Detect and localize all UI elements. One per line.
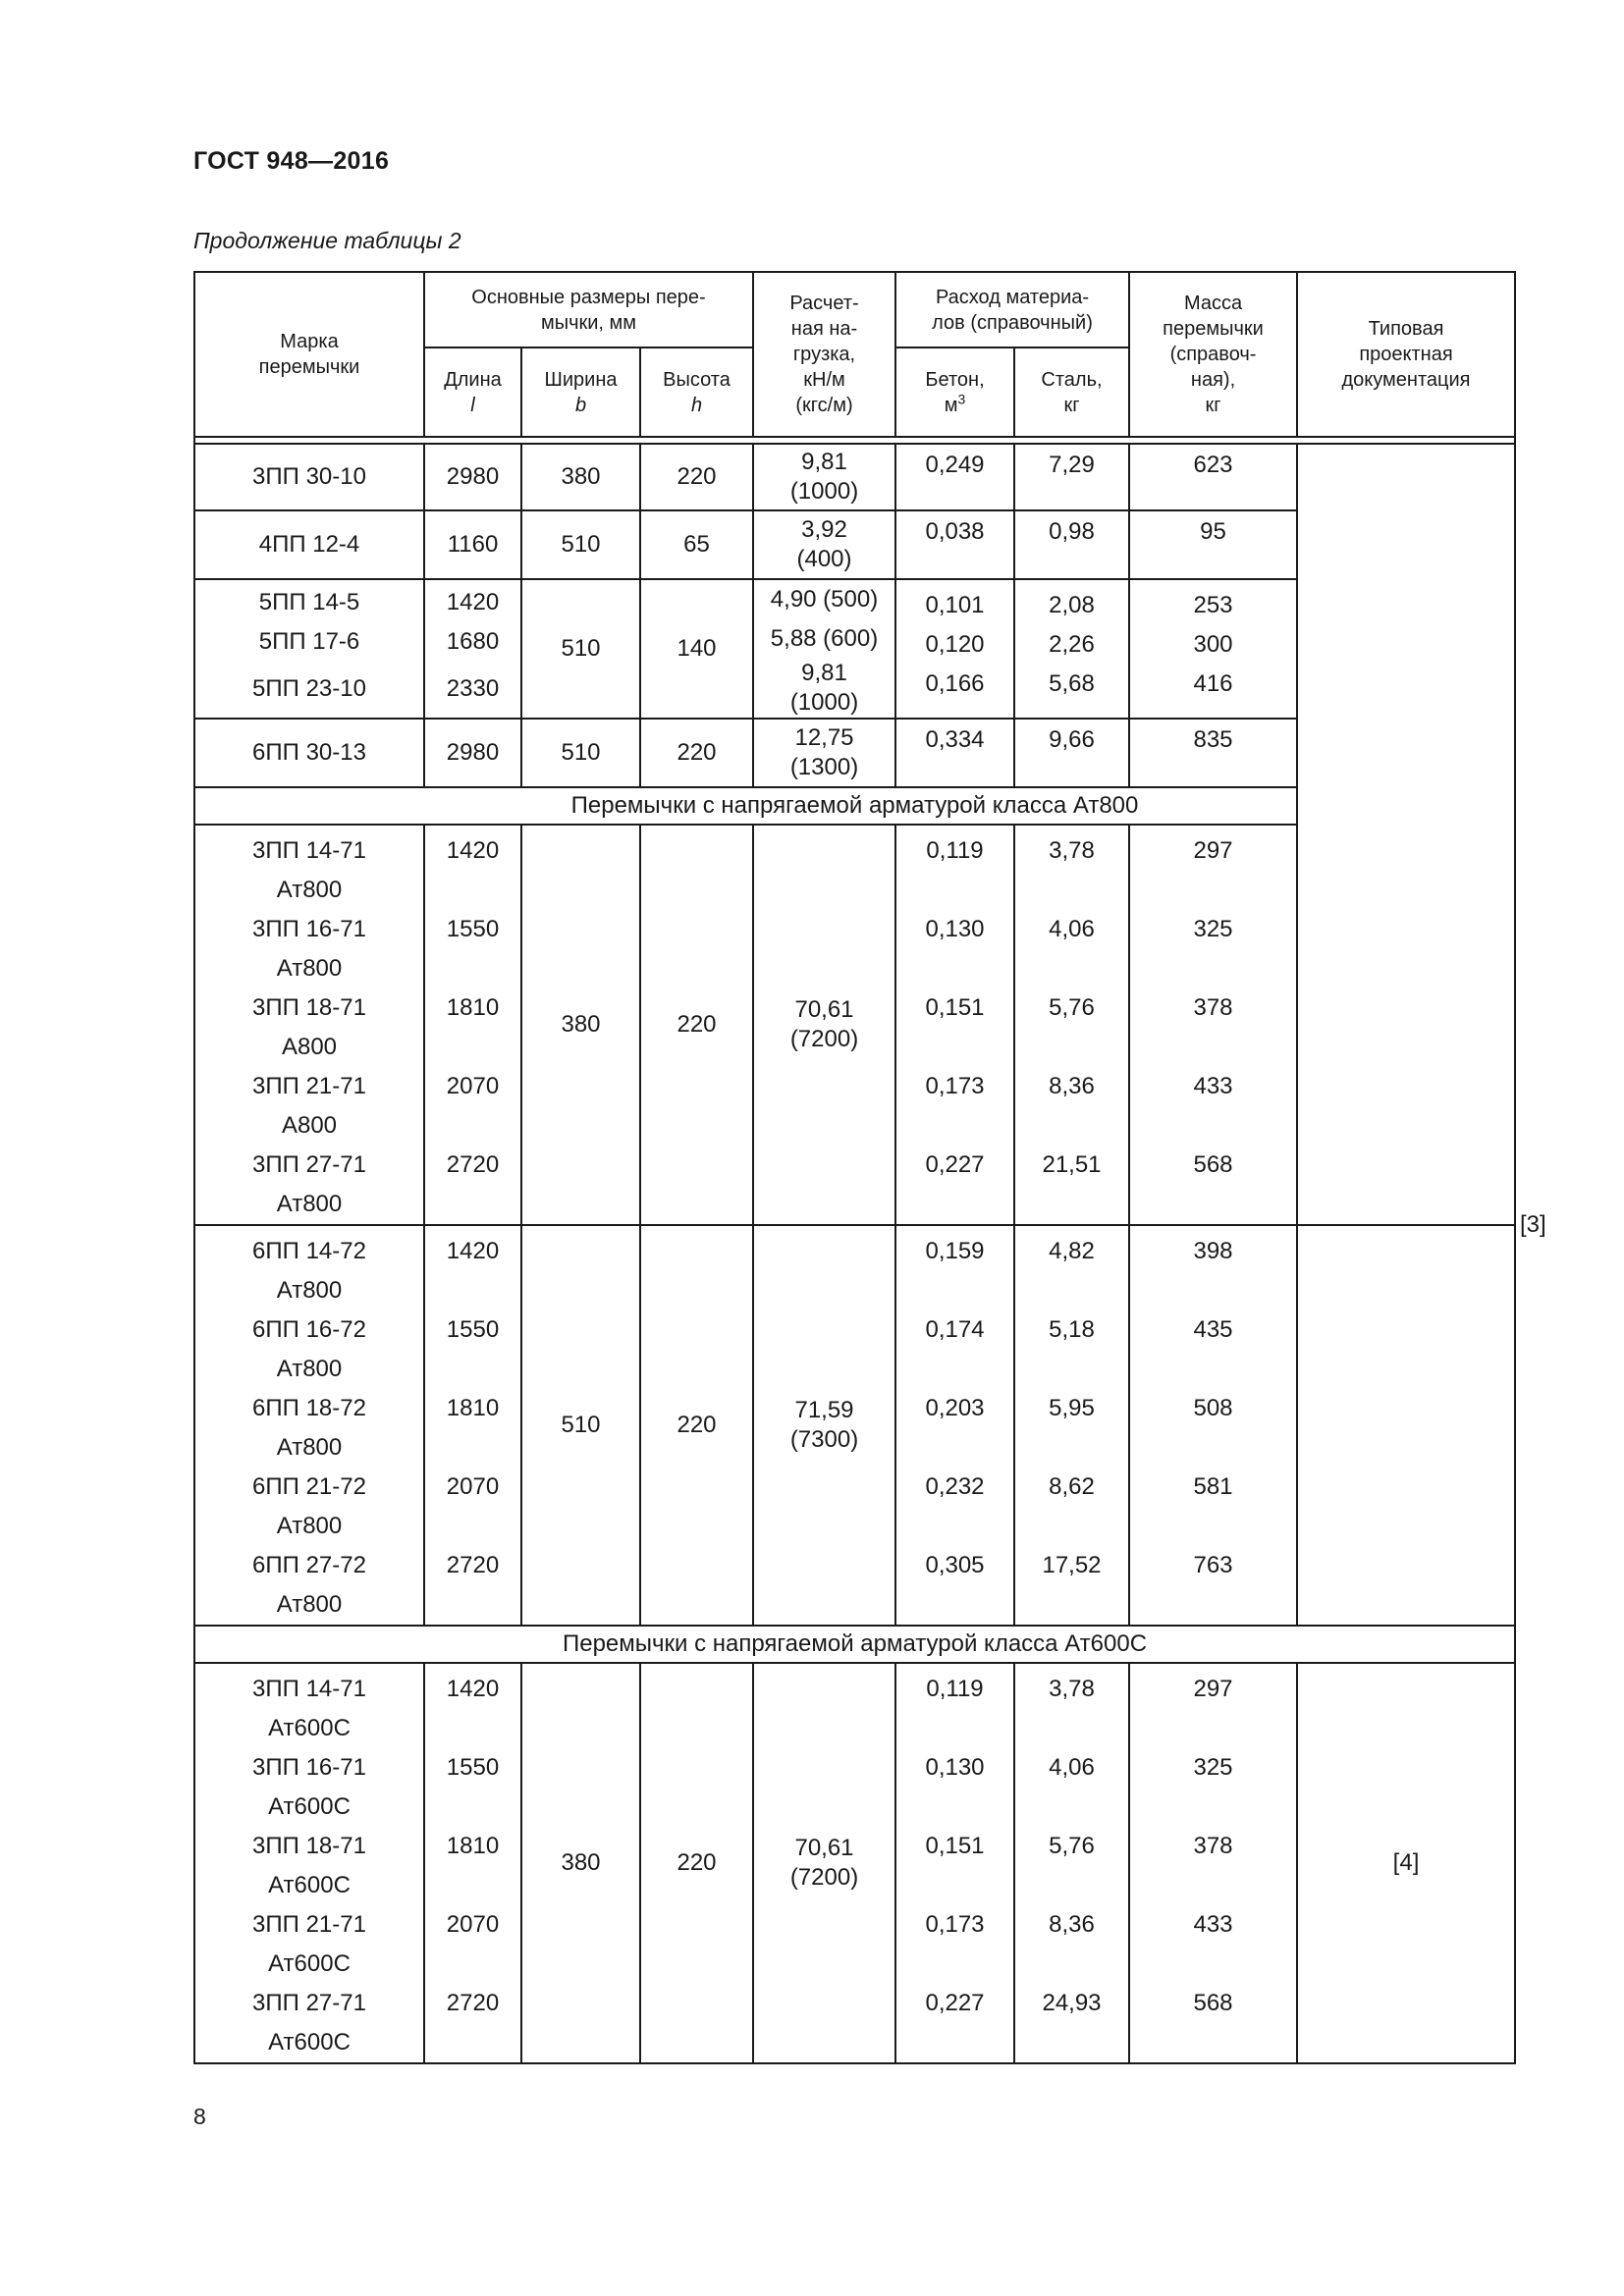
cell-length: 1160 [424,510,521,579]
header-consumption: Расход материа- лов (справочный) [895,272,1129,347]
cell-mass: 623 [1129,444,1297,510]
header-separator [194,437,1515,444]
cell-concrete: 0,334 [895,719,1014,787]
cell-load: 71,59 (7300) [753,1225,895,1626]
cell-width: 510 [521,510,640,579]
cell-height: 220 [640,1225,753,1626]
cell-load: 12,75 (1300) [753,719,895,787]
cell-length: 2980 [424,444,521,510]
section-header-at600c [194,1626,1515,1663]
cell-concrete: 0,101 0,120 0,166 [895,579,1014,719]
cell-steel: 9,66 [1014,719,1129,787]
header-concrete: Бетон, $м^3$ [895,347,1014,437]
cell-height: 220 [640,719,753,787]
cell-mass: 835 [1129,719,1297,787]
cell-length: 2980 [424,719,521,787]
lintel-table [193,271,1546,2064]
cell-mass: 297 325 378 433 568 [1129,1663,1297,2063]
header-mass: Масса перемычки (справоч- ная), кг [1129,272,1297,437]
cell-length: 1420 1550 1810 2070 2720 [424,825,521,1225]
cell-concrete: 0,119 0,130 0,151 0,173 0,227 [895,1663,1014,2063]
cell-docs: [4] [1297,1663,1515,2063]
cell-width: 380 [521,825,640,1225]
document-code: ГОСТ 948—2016 [193,147,390,175]
table-row-group [194,1663,1515,2063]
cell-mark: 6ПП 30-13 [194,719,424,787]
section-header-at800 [194,787,1515,825]
cell-steel: 7,29 [1014,444,1129,510]
section-title: Перемычки с напрягаемой арматурой класса Ат600С [194,1626,1515,1663]
cell-length: 1420 1550 1810 2070 2720 [424,1663,521,2063]
table-row-group [194,1225,1515,1626]
cell-mark: 3ПП 14-71 Ат600С 3ПП 16-71 Ат600С 3ПП 18-71 Ат600С 3ПП 21-71 Ат600С 3ПП 27-71 Ат600С [194,1663,424,2063]
cell-load: 70,61 (7200) [753,825,895,1225]
cell-steel: 3,78 4,06 5,76 8,36 21,51 [1014,825,1129,1225]
table-row-group: 3ПП 14-71 Ат800 3ПП 16-71 Ат800 3ПП 18-71 А800 3ПП 21-71 А800 3ПП 27-71 Ат800 1420 1550 1810 2070 2720 380 220 70,61 (7200) 0,119 0,130 0,151 0,173 0,227 3,78 4,06 5,76 8,36 21,51 297 325 378 433 568 [3] [194,825,1515,1225]
cell-width: 510 [521,1225,640,1626]
cell-mark: 3ПП 14-71 Ат800 3ПП 16-71 Ат800 3ПП 18-71 А800 3ПП 21-71 А800 3ПП 27-71 Ат800 [194,825,424,1225]
cell-width: 380 [521,1663,640,2063]
cell-concrete: 0,249 [895,444,1014,510]
cell-width: 510 [521,719,640,787]
cell-concrete: 0,038 [895,510,1014,579]
cell-load: 9,81 (1000) [753,444,895,510]
cell-steel: 4,82 5,18 5,95 8,62 17,52 [1014,1225,1129,1626]
cell-width: 380 [521,444,640,510]
cell-mass: 95 [1129,510,1297,579]
cell-length: 1420 1550 1810 2070 2720 [424,1225,521,1626]
cell-steel: 2,08 2,26 5,68 [1014,579,1129,719]
cell-concrete: 0,119 0,130 0,151 0,173 0,227 [895,825,1014,1225]
header-length: Длина l [424,347,521,437]
cell-docs [1297,444,1515,1225]
cell-mark: 3ПП 30-10 [194,444,424,510]
cell-mass: 297 325 378 433 568 [1129,825,1297,1225]
cell-height: 140 [640,579,753,719]
header-docs: Типовая проектная документация [1297,272,1515,437]
cell-mark: 4ПП 12-4 [194,510,424,579]
header-height: Высота h [640,347,753,437]
cell-mass: 253 300 416 [1129,579,1297,719]
section-title: Перемычки с напрягаемой арматурой класса Ат800 [194,787,1515,825]
page-number: 8 [193,2104,206,2129]
header-dimensions: Основные размеры пере- мычки, мм [424,272,753,347]
table-row [194,444,1515,510]
cell-width: 510 [521,579,640,719]
cell-height: 220 [640,444,753,510]
cell-height: 65 [640,510,753,579]
header-load: Расчет- ная на- грузка, кН/м (кгс/м) [753,272,895,437]
cell-mass: 398 435 508 581 763 [1129,1225,1297,1626]
table-header-row [194,272,1515,347]
cell-steel: 0,98 [1014,510,1129,579]
cell-mark: 5ПП 14-5 5ПП 17-6 5ПП 23-10 [194,579,424,719]
cell-length: 1420 1680 2330 [424,579,521,719]
header-width: Ширина b [521,347,640,437]
cell-height: 220 [640,1663,753,2063]
header-mark: Марка перемычки [194,272,424,437]
cell-mark: 6ПП 14-72 Ат800 6ПП 16-72 Ат800 6ПП 18-72 Ат800 6ПП 21-72 Ат800 6ПП 27-72 Ат800 [194,1225,424,1626]
table-continuation-caption: Продолжение таблицы 2 [193,228,461,253]
cell-load: 4,90 (500) 5,88 (600) 9,81 (1000) [753,579,895,719]
cell-steel: 3,78 4,06 5,76 8,36 24,93 [1014,1663,1129,2063]
cell-load: 70,61 (7200) [753,1663,895,2063]
cell-concrete: 0,159 0,174 0,203 0,232 0,305 [895,1225,1014,1626]
cell-load: 3,92 (400) [753,510,895,579]
cell-height: 220 [640,825,753,1225]
header-steel: Сталь, кг [1014,347,1129,437]
